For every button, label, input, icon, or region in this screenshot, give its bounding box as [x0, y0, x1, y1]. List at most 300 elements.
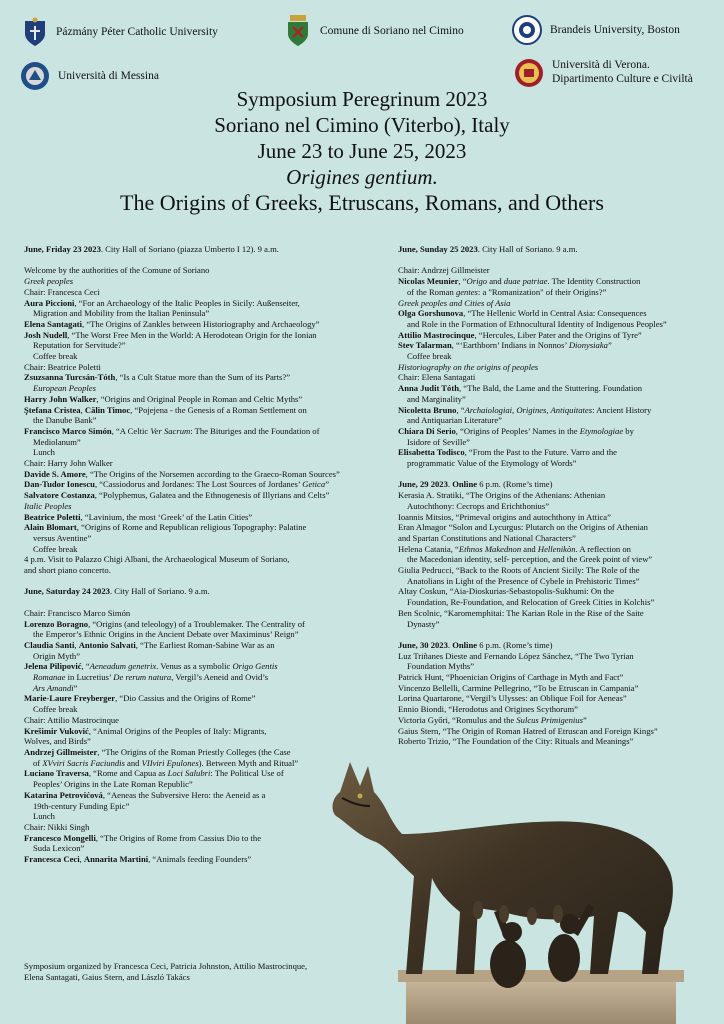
- line-text: , “Origins of Rome and Republican religious Topography: Palatine: [76, 522, 307, 533]
- line-text: versus Aventine”: [33, 532, 92, 543]
- verona-seal-icon: [514, 58, 544, 88]
- line-text: Victoria Győri, “Romulus and the: [398, 714, 517, 725]
- line-text: Giulia Pedrucci, “Back to the Roots of Ancient Sicily: The Role of the: [398, 565, 640, 576]
- logo-ppcu: [22, 17, 218, 47]
- line-text: the Emperor’s Ethnic Origins in the Ancient Debate over Maximinus’ Reign”: [33, 629, 299, 640]
- line-text: of the Roman: [407, 286, 456, 297]
- program-line: [24, 394, 374, 405]
- program-line: [398, 308, 708, 319]
- program-line: [24, 512, 374, 523]
- program-line: [24, 276, 374, 287]
- line-text: .: [447, 639, 453, 650]
- program-line: [398, 533, 708, 544]
- program-line: [398, 683, 708, 694]
- line-text: , “The Origins of Zankles between Historiography and Archaeology”: [82, 318, 320, 329]
- line-text: programmatic Value of the Etymology of Words”: [407, 458, 577, 469]
- organizers-line-2: Elena Santagati, Gaius Stern, and László Takács: [24, 971, 190, 982]
- program-line: [398, 522, 708, 533]
- line-text: and Antiquarian Literature”: [407, 415, 502, 426]
- speaker-name: Elisabetta Todisco: [398, 447, 465, 458]
- program-line: [398, 447, 708, 458]
- header-line-4: Origines gentium.: [286, 165, 438, 189]
- italic-text: Greek peoples: [24, 276, 74, 287]
- line-text: . City Hall of Soriano. 9 a.m.: [477, 244, 578, 254]
- line-text: Patrick Hunt, “Phoenician Origins of Carthage in Myth and Fact”: [398, 672, 624, 683]
- italic-text: Origo Gentis: [232, 661, 278, 672]
- line-text: Welcome by the authorities of the Comune of Soriano: [24, 265, 210, 276]
- italic-text: Italic Peoples: [24, 500, 72, 511]
- line-text: , “For an Archaeology of the Italic Peoples in Sicily: Außenseiter,: [74, 297, 300, 308]
- line-text: ”: [73, 682, 78, 693]
- program-line: [24, 287, 374, 298]
- line-text: ”: [607, 340, 612, 351]
- program-line: [24, 790, 374, 801]
- line-text: Chair: Andrzej Gillmeister: [398, 265, 490, 276]
- program-line: [24, 469, 374, 480]
- soriano-name: Comune di Soriano nel Cimino: [320, 24, 464, 37]
- line-text: Luz Triñanes Dieste and Fernando López Sánchez, “The Two Tyrian: [398, 650, 634, 661]
- speaker-name: Annarita Martini: [83, 854, 149, 865]
- italic-text: Sulcus Primigenius: [516, 714, 583, 725]
- line-text: Coffee break: [33, 704, 78, 715]
- speaker-name: Olga Gorshunova: [398, 308, 464, 319]
- italic-text: Historiography on the origins of peoples: [398, 361, 539, 372]
- line-text: Chair: Harry John Walker: [24, 458, 113, 469]
- program-line: [398, 415, 708, 426]
- program-line: [24, 340, 374, 351]
- verona-line-1: Università di Verona.: [552, 59, 650, 71]
- line-text: , “Aeneas the Subversive Hero: the Aeneid as a: [102, 789, 266, 800]
- line-text: , “: [458, 276, 467, 287]
- speaker-name: Alain Blomart: [24, 522, 77, 533]
- program-line: [398, 661, 708, 672]
- line-text: Chair: Beatrice Poletti: [24, 361, 101, 372]
- program-line: [398, 576, 708, 587]
- line-text: Vincenzo Bellelli, Carmine Pellegrino, “To be Etruscan in Campania”: [398, 682, 639, 693]
- speaker-name: Salvatore Costanza: [24, 490, 95, 501]
- soriano-crest-icon: [284, 15, 312, 47]
- speaker-name: Claudia Santi: [24, 639, 75, 650]
- line-text: ,: [79, 854, 84, 865]
- ppcu-shield-icon: [22, 17, 48, 47]
- line-text: Ennio Biondi, “Herodotus and Origines Scythorum”: [398, 704, 578, 715]
- italic-text: Origo: [466, 276, 488, 287]
- line-text: and: [487, 276, 504, 287]
- program-line: [24, 854, 374, 865]
- program-line: [398, 501, 708, 512]
- italic-text: European Peoples: [33, 383, 96, 394]
- program-line: [398, 458, 708, 469]
- italic-text: Getica: [302, 479, 326, 490]
- line-text: , “Pojejena - the Genesis of a Roman Settlement on: [130, 404, 307, 415]
- program-line: [24, 362, 374, 373]
- line-text: , “The Bald, the Lame and the Stuttering. Foundation: [458, 383, 643, 394]
- program-line: [398, 629, 708, 640]
- speaker-name: Zsuzsanna Turcsán-Tóth: [24, 372, 116, 383]
- line-text: Eran Almagor “Solon and Lycurgus: Plutarch on the Origins of Athenian: [398, 522, 648, 533]
- line-text: Ben Scolnic, “Karomemphitai: The Karian Role in the Rise of the Saite: [398, 607, 644, 618]
- program-line: [398, 512, 708, 523]
- speaker-name: Dan-Tudor Ionescu: [24, 479, 95, 490]
- speaker-name: Aura Piccioni: [24, 297, 75, 308]
- program-line: [398, 693, 708, 704]
- program-line: [398, 619, 708, 630]
- line-text: : a "Romanization" of their Origins?”: [477, 286, 607, 297]
- program-line: [24, 651, 374, 662]
- line-text: ”: [325, 479, 330, 490]
- line-text: and Role in the Formation of Ethnocultural Identity of Indigenous Peoples”: [407, 318, 667, 329]
- program-line: [398, 362, 708, 373]
- line-text: Roberto Trizio, “The Foundation of the City: Rituals and Meanings”: [398, 736, 634, 747]
- line-text: , “The Origins of Rome from Cassius Dio to the: [95, 832, 262, 843]
- line-text: Reputation for Servitude?”: [33, 340, 126, 351]
- line-text: Foundation, Re-Foundation, and Relocation of Greek Cities in Kolchis”: [407, 597, 655, 608]
- line-text: , “Is a Cult Statue more than the Sum of its Parts?”: [115, 372, 291, 383]
- line-text: , “: [456, 404, 465, 415]
- line-text: , “Rome and Capua as: [88, 768, 168, 779]
- program-line: [398, 287, 708, 298]
- speaker-name: Harry John Walker: [24, 393, 97, 404]
- program-line: [398, 298, 708, 309]
- program-line: [24, 426, 374, 437]
- line-text: in Lucretius’: [65, 672, 114, 683]
- line-text: Mediolanum”: [33, 436, 81, 447]
- program-line: [24, 415, 374, 426]
- header-line-1: Symposium Peregrinum 2023: [236, 87, 488, 111]
- line-text: Coffee break: [33, 351, 78, 362]
- program-line: [24, 619, 374, 630]
- program-line: [24, 265, 374, 276]
- line-text: . City Hall of Soriano. 9 a.m.: [109, 586, 210, 597]
- line-text: .: [447, 479, 453, 490]
- program-line: [24, 319, 374, 330]
- program-line: [398, 586, 708, 597]
- symposium-header: [0, 86, 724, 216]
- line-text: and: [124, 757, 142, 768]
- line-text: , “Hercules, Liber Pater and the Origins of Tyre”: [474, 329, 642, 340]
- speaker-name: June, Friday 23 2023: [24, 244, 101, 254]
- line-text: Chair: Elena Santagati: [398, 372, 476, 383]
- speaker-name: June, Sunday 25 2023: [398, 244, 478, 254]
- line-text: , “A Celtic: [111, 425, 151, 436]
- program-line: [24, 244, 374, 255]
- program-line: [398, 265, 708, 276]
- program-line: [398, 437, 708, 448]
- line-text: , “Lavinium, the most ‘Greek’ of the Latin Cities”: [80, 511, 253, 522]
- line-text: and Marginality”: [407, 393, 466, 404]
- speaker-name: Francesca Ceci: [24, 854, 80, 865]
- italic-text: Greek peoples and Cities of Asia: [398, 297, 511, 308]
- line-text: , “The Earliest Roman-Sabine War as an: [135, 639, 275, 650]
- italic-text: XVviri Sacris Faciundis: [42, 757, 125, 768]
- line-text: Wolves, and Birds”: [24, 736, 91, 747]
- program-line: [24, 715, 374, 726]
- program-right-column: [398, 244, 708, 747]
- program-line: [24, 704, 374, 715]
- program-line: [24, 298, 374, 309]
- speaker-name: Andrzej Gillmeister: [24, 747, 98, 757]
- line-text: Chair: Attilio Mastrocinque: [24, 714, 119, 725]
- program-line: [398, 490, 708, 501]
- program-line: [398, 726, 708, 737]
- line-text: , “The Worst Free Men in the World: A Herodotean Origin for the Ionian: [67, 329, 317, 340]
- program-line: [24, 608, 374, 619]
- program-line: [398, 736, 708, 747]
- program-line: [24, 330, 374, 341]
- line-text: Ioannis Mitsios, “Primeval origins and autochthony in Attica”: [398, 511, 611, 522]
- program-line: [398, 704, 708, 715]
- line-text: Altay Coskun, “Aia-Dioskurias-Sebastopolis-Sukhumi: On the: [398, 586, 615, 597]
- program-line: [398, 383, 708, 394]
- speaker-name: June, 29 2023: [398, 479, 448, 490]
- line-text: Lunch: [33, 447, 55, 458]
- line-text: 6 p.m. (Rome’s time): [477, 479, 553, 490]
- program-line: [398, 651, 708, 662]
- line-text: , “Origins and Original People in Roman and Celtic Myths”: [96, 393, 303, 404]
- program-line: [398, 405, 708, 416]
- program-line: [24, 447, 374, 458]
- italic-text: gentes: [455, 286, 478, 297]
- program-line: [24, 747, 374, 758]
- header-line-5: The Origins of Greeks, Etruscans, Romans, and Others: [120, 190, 604, 215]
- organizers-line-1: Symposium organized by Francesca Ceci, Patricia Johnston, Attilio Mastrocinque,: [24, 961, 308, 971]
- program-line: [24, 586, 374, 597]
- italic-text: VIIviri Epulones: [141, 757, 199, 768]
- italic-text: duae patriae: [503, 276, 548, 287]
- italic-text: Dionysiaka: [568, 340, 608, 351]
- line-text: ”: [582, 714, 587, 725]
- program-line: [398, 544, 708, 555]
- speaker-name: Francisco Marco Simón: [24, 425, 112, 436]
- line-text: : Ancient History: [592, 404, 652, 415]
- line-text: Lunch: [33, 811, 55, 822]
- line-text: the Danube Bank”: [33, 415, 97, 426]
- program-line: [398, 244, 708, 255]
- speaker-name: Jelena Pilipović: [24, 661, 82, 672]
- italic-text: Etymologiae: [579, 425, 624, 436]
- program-line: [24, 372, 374, 383]
- speaker-name: Online: [452, 639, 478, 650]
- italic-text: Loci Salubri: [167, 768, 211, 779]
- program-line: [398, 340, 708, 351]
- program-line: [398, 672, 708, 683]
- program-line: [398, 479, 708, 490]
- program-line: [398, 715, 708, 726]
- program-line: [398, 255, 708, 266]
- line-text: and Spartan Constitutions and National Characters”: [398, 532, 576, 543]
- program-line: [398, 554, 708, 565]
- program-line: [398, 469, 708, 480]
- italic-text: Ars Amandi: [33, 682, 74, 693]
- speaker-name: Attilio Mastrocinque: [398, 329, 475, 340]
- program-line: [24, 533, 374, 544]
- line-text: Suda Lexicon”: [33, 843, 85, 854]
- organizers-note: [24, 961, 354, 982]
- line-text: Coffee break: [33, 543, 78, 554]
- speaker-name: Krešimir Vuković: [24, 725, 89, 736]
- italic-text: Hellenikòn: [537, 543, 576, 554]
- program-line: [398, 276, 708, 287]
- program-line: [398, 565, 708, 576]
- speaker-name: Ştefana Cristea: [24, 404, 81, 415]
- ppcu-name: Pázmány Péter Catholic University: [56, 25, 218, 38]
- speaker-name: Stev Talarman: [398, 340, 452, 351]
- line-text: , “Animals feeding Founders”: [148, 854, 252, 865]
- speaker-name: June, Saturday 24 2023: [24, 586, 110, 597]
- italic-text: De rerum natura: [113, 672, 172, 683]
- program-line: [24, 758, 374, 769]
- line-text: , “‘Earthborn’ Indians in Nonnos’: [451, 340, 569, 351]
- program-line: [24, 693, 374, 704]
- program-line: [24, 565, 374, 576]
- program-line: [398, 394, 708, 405]
- header-line-3: June 23 to June 25, 2023: [257, 139, 467, 163]
- line-text: Migration and Mobility from the Italian Peninsula”: [33, 308, 210, 319]
- line-text: of: [33, 757, 43, 768]
- italic-text: Ethnos Makednon: [458, 543, 522, 554]
- line-text: and short piano concerto.: [24, 565, 111, 576]
- line-text: , “Origins (and teleology) of a Troublemaker. The Centrality of: [88, 618, 305, 629]
- line-text: Origin Myth”: [33, 650, 81, 661]
- line-text: , “The Hellenic World in Central Asia: Consequences: [463, 308, 647, 319]
- line-text: Anatolians in Light of the Presence of Cybele in Prehistoric Times”: [407, 575, 640, 586]
- speaker-name: Antonio Salvati: [78, 639, 136, 650]
- line-text: , “: [81, 661, 90, 672]
- program-line: [24, 405, 374, 416]
- line-text: , “Cassiodorus and Jordanes: The Lost Sources of Jordanes’: [94, 479, 303, 490]
- line-text: Chair: Francisco Marco Simón: [24, 607, 131, 618]
- program-line: [24, 736, 374, 747]
- line-text: by: [623, 425, 634, 436]
- line-text: the Macedonian identity, self- perception, and the Greek point of view”: [407, 554, 653, 565]
- program-line: [398, 372, 708, 383]
- capitoline-wolf-image: [328, 752, 698, 1024]
- program-line: [24, 726, 374, 737]
- program-line: [398, 330, 708, 341]
- program-line: [24, 308, 374, 319]
- line-text: , “Polyphemus, Galatea and the Ethnogenesis of Illyrians and Celts”: [94, 490, 330, 501]
- program-line: [24, 522, 374, 533]
- speaker-name: Marie-Laure Freyberger: [24, 693, 116, 704]
- program-line: [24, 801, 374, 812]
- brandeis-seal-icon: [512, 15, 542, 45]
- program-line: [24, 768, 374, 779]
- program-line: [24, 490, 374, 501]
- program-line: [24, 683, 374, 694]
- speaker-name: Katarina Petrovićová: [24, 789, 103, 800]
- speaker-name: Online: [452, 479, 478, 490]
- program-line: [24, 501, 374, 512]
- program-line: [398, 608, 708, 619]
- program-line: [24, 672, 374, 683]
- logo-soriano: [284, 15, 464, 47]
- speaker-name: Francesco Mongelli: [24, 832, 96, 843]
- line-text: Chair: Francesca Ceci: [24, 286, 100, 297]
- line-text: , “Animal Origins of the Peoples of Italy: Migrants,: [88, 725, 267, 736]
- speaker-name: Elena Santagati: [24, 318, 83, 329]
- speaker-name: Josh Nudell: [24, 329, 68, 340]
- line-text: Peoples’ Origins in the Late Roman Republic”: [33, 779, 193, 790]
- speaker-name: Anna Judit Tóth: [398, 383, 459, 394]
- program-line: [24, 833, 374, 844]
- logo-verona: [514, 58, 693, 88]
- logo-brandeis: [512, 15, 680, 45]
- program-line: [24, 479, 374, 490]
- speaker-name: Nicolas Meunier: [398, 276, 459, 287]
- italic-text: Ver Sacrum: [150, 425, 191, 436]
- program-line: [24, 843, 374, 854]
- speaker-name: Călin Timoc: [84, 404, 131, 415]
- line-text: Isidore of Seville”: [407, 436, 471, 447]
- line-text: , “The Origins of the Norsemen according to the Graeco-Roman Sources”: [85, 468, 340, 479]
- line-text: : The Bituriges and the Foundation of: [190, 425, 320, 436]
- messina-name: Università di Messina: [58, 69, 159, 82]
- line-text: Dynasty”: [407, 618, 440, 629]
- program-line: [24, 629, 374, 640]
- verona-line-2: Dipartimento Culture e Civiltà: [552, 73, 693, 85]
- program-line: [24, 779, 374, 790]
- program-line: [24, 383, 374, 394]
- line-text: . The Identity Construction: [547, 276, 641, 287]
- line-text: 4 p.m. Visit to Palazzo Chigi Albani, the Archaeological Museum of Soriano,: [24, 554, 290, 565]
- line-text: , Vergil’s Aeneid and Ovid’s: [171, 672, 269, 683]
- header-line-2: Soriano nel Cimino (Viterbo), Italy: [214, 113, 510, 137]
- italic-text: Romanae: [33, 672, 66, 683]
- program-line: [24, 640, 374, 651]
- line-text: , “The Origins of the Roman Priestly Colleges (the Case: [97, 747, 291, 757]
- italic-text: Archaiologiai, Origines, Antiquitates: [464, 404, 593, 415]
- program-line: [24, 661, 374, 672]
- program-line: [24, 597, 374, 608]
- speaker-name: Luciano Traversa: [24, 768, 89, 779]
- program-line: [398, 597, 708, 608]
- line-text: , “Origins of Peoples’ Names in the: [455, 425, 580, 436]
- line-text: 6 p.m. (Rome’s time): [477, 639, 553, 650]
- line-text: Autochthony: Cecrops and Erichthonius”: [407, 500, 550, 511]
- line-text: and: [521, 543, 538, 554]
- speaker-name: June, 30 2023: [398, 639, 448, 650]
- speaker-name: Nicoletta Bruno: [398, 404, 457, 415]
- speaker-name: Lorenzo Boragno: [24, 618, 89, 629]
- program-line: [24, 822, 374, 833]
- speaker-name: Davide S. Amore: [24, 468, 86, 479]
- line-text: 19th-century Funding Epic”: [33, 800, 130, 811]
- program-line: [24, 458, 374, 469]
- program-line: [398, 426, 708, 437]
- line-text: . A reflection on: [575, 543, 631, 554]
- line-text: . Venus as a symbolic: [156, 661, 233, 672]
- program-line: [24, 255, 374, 266]
- line-text: Helena Catania, “: [398, 543, 459, 554]
- program-line: [398, 640, 708, 651]
- line-text: Chair: Nikki Singh: [24, 821, 90, 832]
- line-text: Coffee break: [407, 351, 452, 362]
- italic-text: Aeneadum genetrix: [89, 661, 157, 672]
- line-text: : The Political Use of: [210, 768, 284, 779]
- program-left-column: [24, 244, 374, 865]
- speaker-name: Beatrice Poletti: [24, 511, 81, 522]
- line-text: ,: [74, 639, 79, 650]
- line-text: , “Dio Cassius and the Origins of Rome”: [115, 693, 256, 704]
- speaker-name: Chiara Di Serio: [398, 425, 456, 436]
- program-line: [398, 319, 708, 330]
- line-text: Gaius Stern, “The Origin of Roman Hatred of Etruscan and Foreign Kings”: [398, 725, 658, 736]
- brandeis-name: Brandeis University, Boston: [550, 23, 680, 36]
- program-line: [24, 351, 374, 362]
- line-text: Foundation Myths”: [407, 661, 475, 672]
- line-text: ,: [80, 404, 85, 415]
- program-line: [398, 351, 708, 362]
